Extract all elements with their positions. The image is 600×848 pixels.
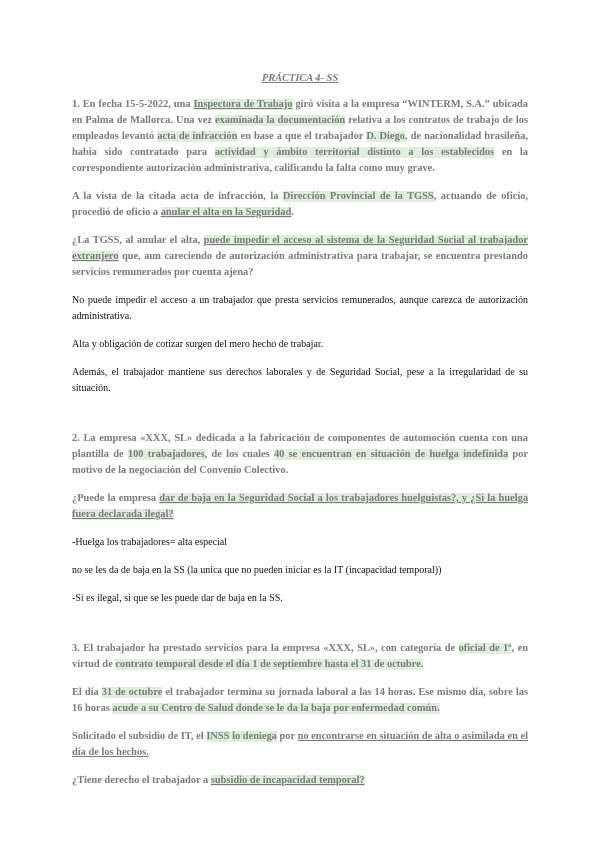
case1-question (72, 233, 528, 281)
text-run: el trabajador termina su jornada laboral a las 14 horas. Ese mismo día, sobre las 16 horas (72, 687, 529, 714)
text-run: ¿Tiene derecho el trabajador a (72, 775, 211, 786)
case3-inss-decision (72, 729, 528, 761)
text-run: , en virtud de (72, 643, 528, 670)
text-run: subsidio de incapacidad temporal? (210, 775, 365, 786)
text-run: por motivo de la negociación del Convenio Colectivo. (72, 449, 528, 476)
text-run: a los trabajadores huelguistas?, y ¿Si la huelga fuera declarada ilegal? (72, 493, 529, 520)
text-run: Inspectora de Trabajo (193, 99, 293, 110)
text-run: en base a que el trabajador (237, 131, 367, 142)
case1-answer-3: Además, el trabajador mantiene sus derechos laborales y de Seguridad Social, pese a la irregularidad de su situación. (72, 367, 528, 394)
text-run: dar de baja en la Seguridad Social (159, 493, 315, 504)
text-run: no encontrarse en situación de alta o asimilada en el día de los hechos. (72, 731, 529, 758)
case1-tgss-action (72, 189, 528, 221)
case1-statement (72, 97, 528, 177)
text-run: , de los cuales (204, 449, 274, 460)
text-run: oficial de 1ª (458, 643, 512, 654)
text-run: giró visita a la empresa “WINTERM, S.A.” ubicada en Palma de Mallorca. Una vez (72, 99, 528, 126)
text-run: Solicitado el subsidio de IT, el (72, 731, 207, 742)
text-run: examinada la documentación (214, 115, 346, 126)
text-run: relativa a los contratos de trabajo de los empleados levantó (72, 115, 528, 142)
text-run: 40 se encuentran en situación de huelga indefinida (273, 449, 509, 460)
text-run: Dirección Provincial de la TGSS (282, 191, 434, 202)
text-run: anular el alta en la Seguridad (160, 207, 292, 218)
case3-statement (72, 641, 528, 673)
text-run: contrato temporal desde el día 1 de septiembre hasta el 31 de octubre. (115, 659, 424, 670)
text-run: ¿Puede la empresa (72, 493, 160, 504)
case2-question (72, 491, 528, 523)
document-page (72, 66, 528, 789)
case3-facts (72, 685, 528, 717)
text-run: 100 trabajadores (127, 449, 205, 460)
text-run: por (276, 731, 298, 742)
text-run: que, aun careciendo de autorización administrativa para trabajar, se encuentra prestando servicios remunerados por cuenta ajena? (72, 251, 528, 278)
text-run: 2. La empresa «XXX, SL» dedicada a la fabricación de componentes de automoción cuenta con una plantilla de (72, 433, 528, 460)
text-run: D. Diego (366, 131, 405, 142)
text-run: puede impedir el acceso al sistema de la Seguridad Social al trabajador extranjero (72, 235, 529, 262)
text-run: 31 de octubre (101, 687, 163, 698)
case2-answer-3: -Si es ilegal, si que se les puede dar de baja en la SS. (72, 593, 283, 604)
text-run: actividad y ámbito territorial distinto a los establecidos (214, 147, 495, 158)
text-run: acude a su Centro de Salud donde se le da la baja por enfermedad común. (112, 703, 440, 714)
text-run: en la correspondiente autorización administrativa, calificando la falta como muy grave. (72, 147, 528, 174)
case2-statement (72, 431, 528, 479)
case3-question (72, 773, 528, 789)
page-title: PRÁCTICA 4- SS (261, 73, 339, 84)
text-run: INSS lo deniega (206, 731, 277, 742)
text-run: 3. El trabajador ha prestado servicios para la empresa «XXX, SL», con categoría de (72, 643, 459, 654)
text-run: A la vista de la citada acta de infracción, la (72, 191, 283, 202)
text-run: El día (72, 687, 102, 698)
case2-answer-2: no se les da de baja en la SS (la unica que no pueden iniciar es la IT (incapacidad temporal)) (72, 565, 442, 576)
case1-answer-1: No puede impedir el acceso a un trabajador que presta servicios remunerados, aunque carezca de autorización administrativa. (72, 295, 528, 322)
case1-answer-2: Alta y obligación de cotizar surgen del mero hecho de trabajar. (72, 339, 324, 350)
text-run: ¿La TGSS, al anular el alta, (72, 235, 204, 246)
case2-answer-1: -Huelga los trabajadores= alta especial (72, 537, 228, 548)
text-run: acta de infracción (157, 131, 238, 142)
text-run: , de nacionalidad brasileña, había sido contratado para (72, 131, 528, 158)
text-run: 1. En fecha 15-5-2022, una (72, 99, 194, 110)
text-run: . (291, 207, 294, 218)
text-run: , actuando de oficio, procedió de oficio a (72, 191, 528, 218)
